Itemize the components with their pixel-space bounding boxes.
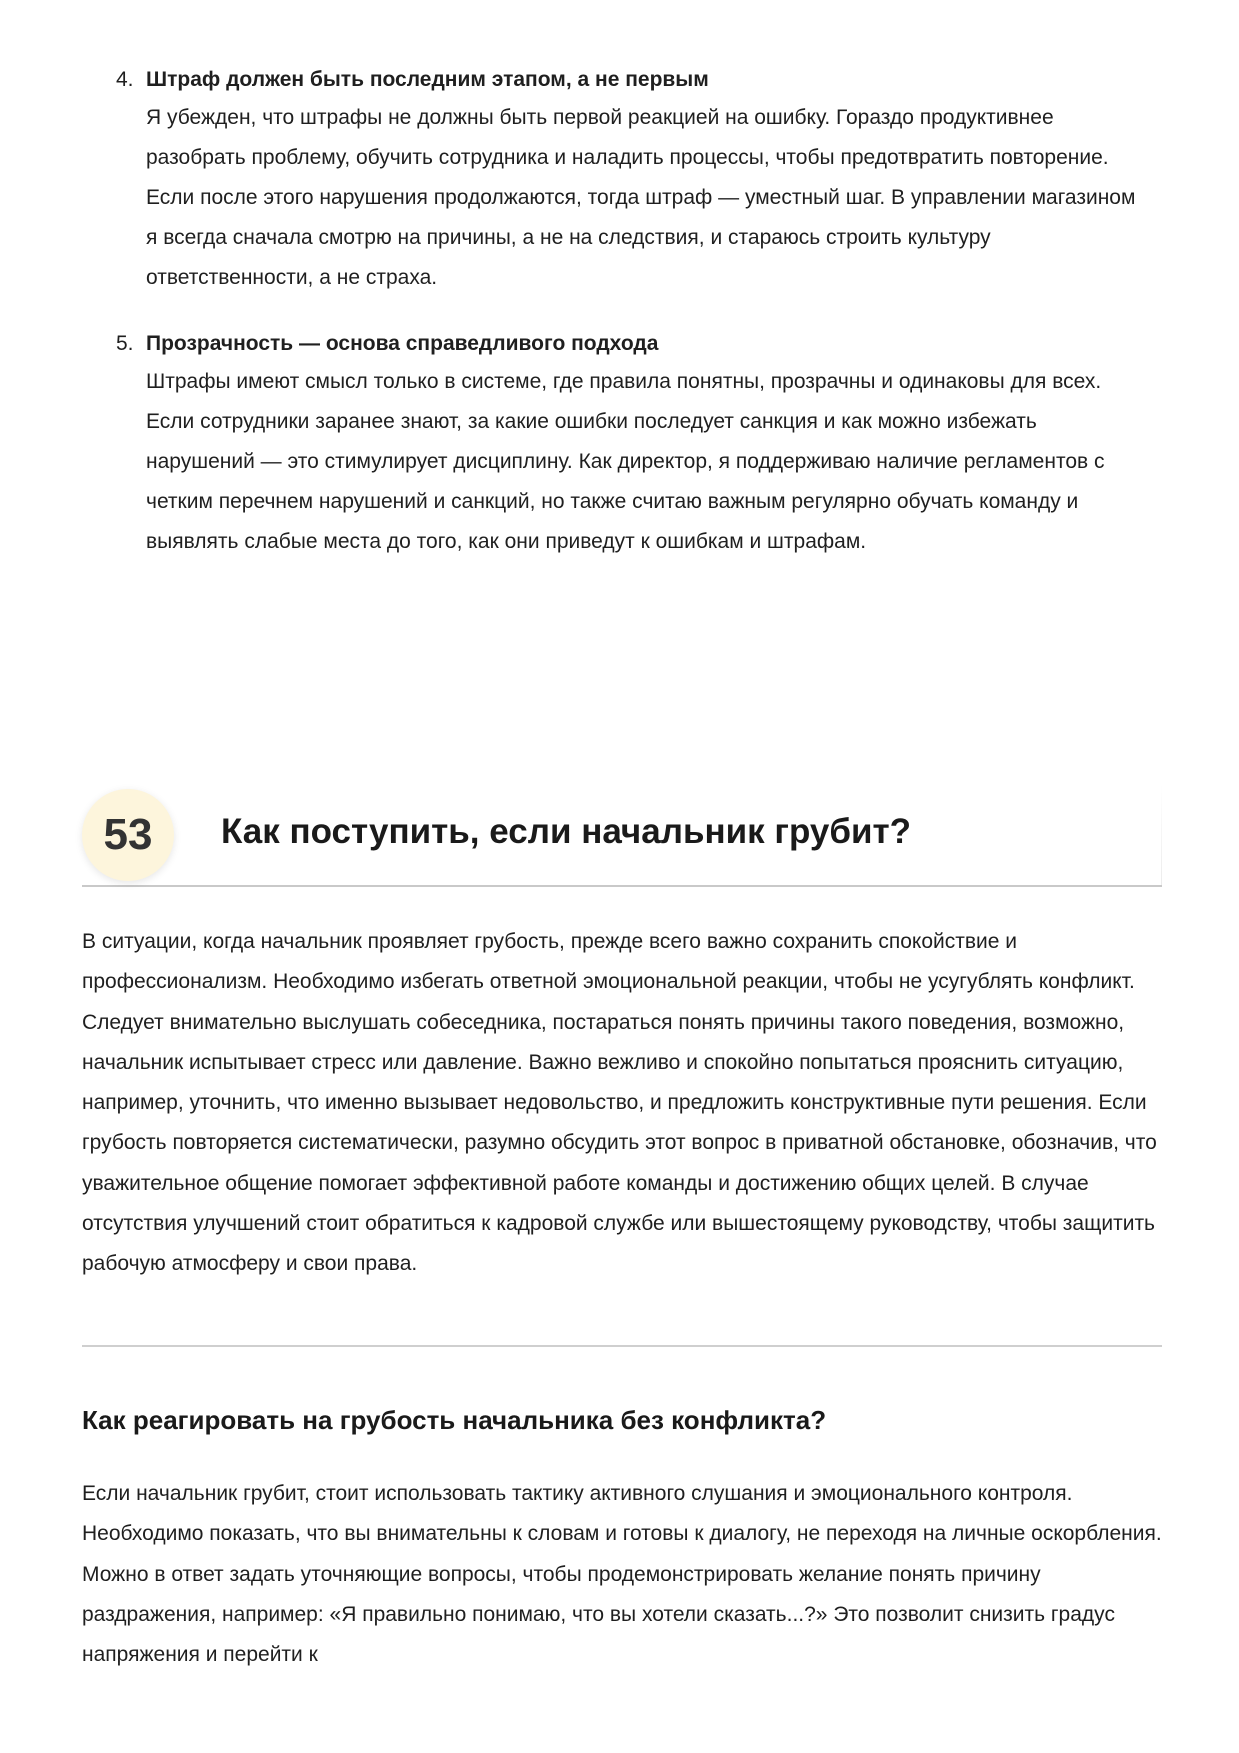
header-edge-shadow: [1161, 785, 1162, 885]
section-header: [82, 785, 1162, 887]
list-item-number: 4.: [116, 68, 134, 91]
list-item: [116, 326, 1146, 562]
section-intro-paragraph: В ситуации, когда начальник проявляет грубость, прежде всего важно сохранить спокойствие и профессионализм. Необходимо избегать ответной эмоциональной реакции, чтобы не усугублять конфликт. Следует внимательно выслушать собеседника, постараться понять причины такого поведения, возможно, начальник испытывает стресс или давление. Важно вежливо и спокойно попытаться прояснить ситуацию, например, уточнить, что именно вызывает недовольство, и предложить конструктивные пути решения. Если грубость повторяется систематически, разумно обсудить этот вопрос в приватной обстановке, обозначив, что уважительное общение помогает эффективной работе команды и достижению общих целей. В случае отсутствия улучшений стоит обратиться к кадровой службе или вышестоящему руководству, чтобы защитить рабочую атмосферу и свои права.: [82, 930, 1157, 1276]
list-item-title: Штраф должен быть последним этапом, а не первым: [146, 68, 709, 91]
list-item: [116, 62, 1146, 298]
section-divider: [82, 1345, 1162, 1347]
list-item-body: Штрафы имеют смысл только в системе, где правила понятны, прозрачны и одинаковы для всех. Если сотрудники заранее знают, за какие ошибки последует санкция и как можно избежать нарушений — это стимулирует дисциплину. Как директор, я поддерживаю наличие регламентов с четким перечнем нарушений и санкций, но также считаю важным регулярно обучать команду и выявлять слабые места до того, как они приведут к ошибкам и штрафам.: [146, 370, 1105, 553]
list-item-number: 5.: [116, 332, 134, 355]
section-title: Как поступить, если начальник грубит?: [221, 812, 911, 851]
subsection-paragraph: Если начальник грубит, стоит использовать тактику активного слушания и эмоционального контроля. Необходимо показать, что вы внимательны к словам и готовы к диалогу, не переходя на личные оскорбления. Можно в ответ задать уточняющие вопросы, чтобы продемонстрировать желание понять причину раздражения, например: «Я правильно понимаю, что вы хотели сказать...?» Это позволит снизить градус напряжения и перейти к: [82, 1482, 1162, 1667]
numbered-list: [116, 62, 1146, 590]
list-item-title: Прозрачность — основа справедливого подхода: [146, 332, 659, 355]
list-item-body: Я убежден, что штрафы не должны быть первой реакцией на ошибку. Гораздо продуктивнее разобрать проблему, обучить сотрудника и наладить процессы, чтобы предотвратить повторение. Если после этого нарушения продолжаются, тогда штраф — уместный шаг. В управлении магазином я всегда сначала смотрю на причины, а не на следствия, и стараюсь строить культуру ответственности, а не страха.: [146, 106, 1136, 289]
section-number-badge: 53: [82, 789, 174, 881]
subheading: Как реагировать на грубость начальника без конфликта?: [82, 1405, 827, 1435]
